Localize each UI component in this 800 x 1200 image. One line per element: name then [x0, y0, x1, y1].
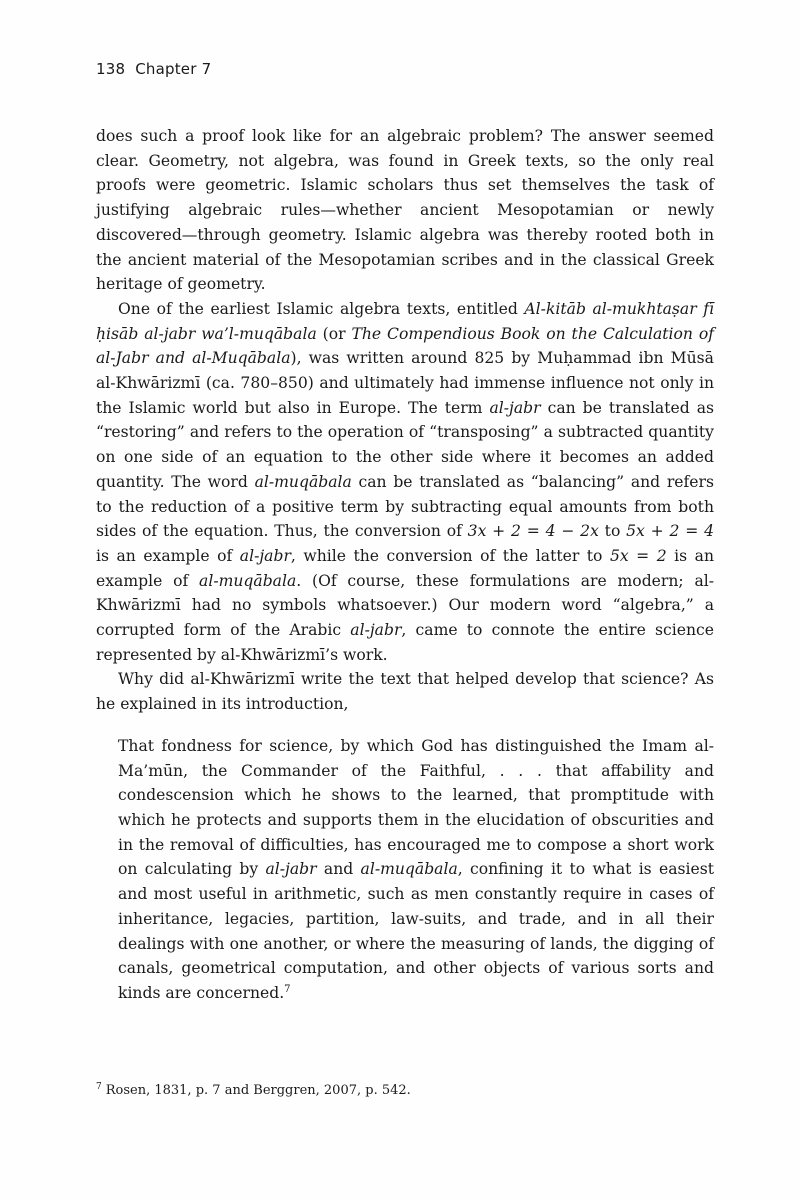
text-run: (or	[316, 324, 352, 343]
text-run: . (Of course, these formulations are modern; al-Khwārizmī had no symbols whatsoever.) Our modern word “algebra,” a corrupted form of the Arabic	[96, 571, 714, 640]
footnote-text: Rosen, 1831, p. 7 and Berggren, 2007, p. 542.	[105, 1083, 411, 1098]
chapter-title: Chapter 7	[135, 60, 212, 78]
text-run: That fondness for science, by which God has distinguished the Imam al-Ma’mūn, the Commander of the Faithful, . . . that affability and condescension which he shows to the learned, that promptitude with which he protects and supports them in the elucidation of obscurities and in the removal of difficulties, has encouraged me to compose a short work on calculating by	[118, 736, 714, 879]
text-run: , while the conversion of the latter to	[290, 546, 610, 565]
text-run: and	[316, 860, 361, 879]
quote-text	[118, 734, 714, 1006]
term-al-jabr: al-jabr	[489, 398, 541, 417]
term-al-muqabala: al-muqābala	[199, 571, 297, 590]
term-al-jabr: al-jabr	[265, 860, 317, 879]
equation-1: 3x + 2 = 4 − 2x	[467, 522, 599, 541]
text-run: , confining it to what is easiest and most useful in arithmetic, such as men constantly require in cases of inheritance, legacies, partition, law-suits, and trade, and in all their dealings with one another, or where the measuring of lands, the digging of canals, geometrical computation, and other objects of various sorts and kinds are concerned.	[118, 860, 714, 1002]
term-al-jabr: al-jabr	[239, 546, 291, 565]
text-run: to	[598, 522, 627, 541]
text-run: is an example of	[96, 546, 714, 590]
footnote-number: 7	[96, 1082, 102, 1092]
text-run: can be translated as “restoring” and refers to the operation of “transposing” a subtracted quantity on one side of an equation to the other side where it becomes an added quantity. The word	[96, 398, 715, 491]
text-run: One of the earliest Islamic algebra texts, entitled	[118, 299, 525, 318]
term-al-muqabala: al-muqābala	[360, 860, 458, 879]
page-number: 138	[96, 60, 126, 78]
body-text	[96, 124, 714, 1006]
paragraph-3: Why did al-Khwārizmī write the text that helped develop that science? As he explained in its introduction,	[96, 670, 714, 714]
term-al-muqabala: al-muqābala	[254, 472, 352, 491]
text-run: is an example of	[96, 546, 240, 565]
term-al-jabr: al-jabr	[350, 621, 402, 640]
footnote-reference[interactable]: 7	[284, 983, 291, 995]
equation-2: 5x + 2 = 4	[626, 522, 714, 541]
book-title-arabic: Al-kitāb al-mukhtaṣar fī ḥisāb al-jabr wa’l-muqābala	[96, 299, 715, 343]
footnote	[96, 1082, 714, 1100]
text-run: can be translated as “balancing” and refers to the reduction of a positive term by subtracting equal amounts from both sides of the equation. Thus, the conversion of	[96, 472, 714, 541]
book-title-english: The Compendious Book on the Calculation of al-Jabr and al-Muqābala	[96, 324, 714, 368]
paragraph-1: does such a proof look like for an algebraic problem? The answer seemed clear. Geometry, not algebra, was found in Greek texts, so the only real proofs were geometric. Islamic scholars thus set themselves the task of justifying algebraic rules—whether ancient Mesopotamian or newly discovered—through geometry. Islamic algebra was thereby rooted both in the ancient material of the Mesopotamian scribes and in the classical Greek heritage of geometry.	[96, 127, 714, 294]
equation-3: 5x = 2	[609, 546, 667, 565]
block-quote	[118, 734, 714, 1006]
text-run: , came to connote the entire science represented by al-Khwārizmī’s work.	[96, 621, 714, 664]
paragraph-2	[96, 297, 714, 668]
running-head	[96, 60, 211, 78]
text-run: ), was written around 825 by Muḥammad ibn Mūsā al-Khwārizmī (ca. 780–850) and ultimately had immense influence not only in the Islamic world but also in Europe. The term	[96, 349, 714, 417]
